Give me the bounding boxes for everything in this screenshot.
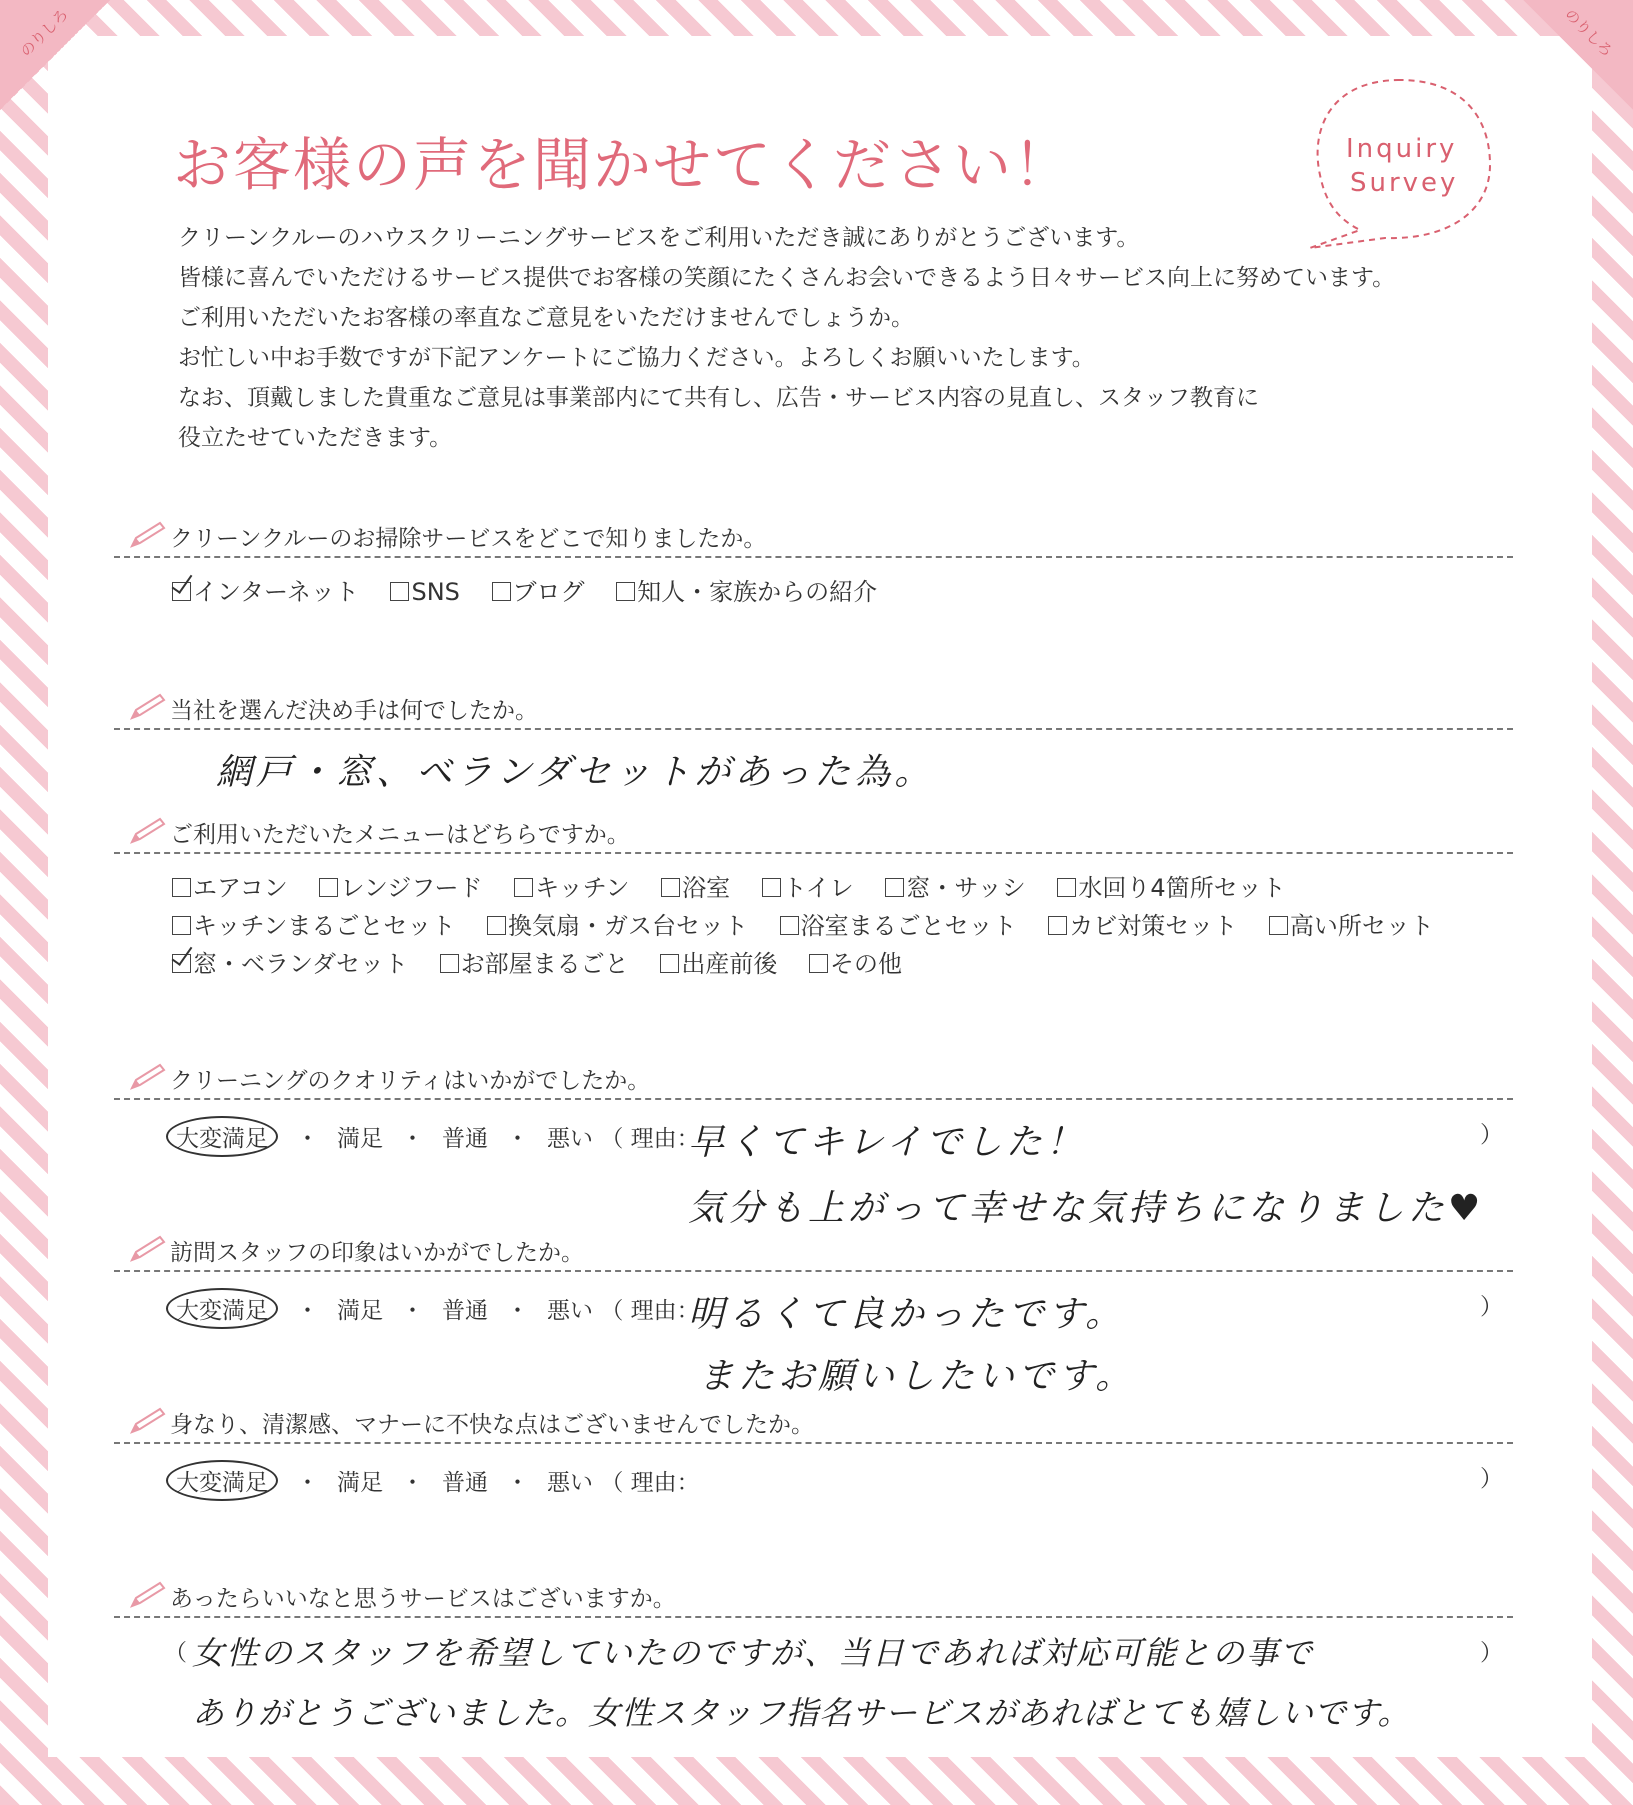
option-referral[interactable]: 知人・家族からの紹介: [616, 572, 877, 607]
rating-bad[interactable]: 悪い: [547, 1298, 593, 1324]
option-fan-gas-set[interactable]: 換気扇・ガス台セット: [487, 906, 748, 941]
question-text: クリーンクルーのお掃除サービスをどこで知りましたか。: [170, 526, 767, 552]
pencil-icon: [128, 1234, 168, 1264]
intro-line: 皆様に喜んでいただけるサービス提供でお客様の笑顔にたくさんお会いできるよう日々サービス向上に努めています。: [178, 265, 1396, 291]
option-toilet[interactable]: トイレ: [762, 868, 854, 903]
checkbox[interactable]: [1057, 878, 1076, 897]
dashed-divider: [114, 556, 1513, 558]
dashed-divider: [114, 1098, 1513, 1100]
reason-label: （ 理由：: [600, 1470, 700, 1496]
rating-satisfied[interactable]: 満足: [337, 1126, 383, 1152]
menu-options-row-2: [172, 906, 1458, 941]
checkbox[interactable]: [1269, 916, 1288, 935]
checkbox[interactable]: [440, 954, 459, 973]
corner-label-left: のりしろ: [16, 5, 72, 61]
checkbox[interactable]: [319, 878, 338, 897]
rating-very-satisfied[interactable]: 大変満足: [166, 1116, 278, 1157]
checkbox[interactable]: [514, 878, 533, 897]
question-deciding-factor: [128, 690, 1513, 793]
corner-label-right: のりしろ: [1561, 5, 1617, 61]
question-wanted-service: [128, 1578, 1513, 1732]
option-range-hood[interactable]: レンジフード: [319, 868, 482, 903]
intro-line: クリーンクルーのハウスクリーニングサービスをご利用いただき誠にありがとうございます。: [178, 225, 1140, 251]
reason-label: （ 理由：: [600, 1126, 700, 1152]
checkbox[interactable]: [661, 878, 680, 897]
question-quality: [128, 1060, 1513, 1229]
rating-neutral[interactable]: 普通: [442, 1126, 488, 1152]
rating-satisfied[interactable]: 満足: [337, 1298, 383, 1324]
question-text: ご利用いただいたメニューはどちらですか。: [170, 822, 630, 848]
intro-text: [178, 218, 1395, 458]
dashed-divider: [114, 1442, 1513, 1444]
option-kitchen-set[interactable]: キッチンまるごとセット: [172, 906, 455, 941]
question-text: あったらいいなと思うサービスはございますか。: [170, 1586, 676, 1612]
option-internet[interactable]: インターネット: [172, 572, 359, 607]
intro-line: お忙しい中お手数ですが下記アンケートにご協力ください。よろしくお願いいたします。: [178, 345, 1095, 371]
pencil-icon: [128, 1580, 168, 1610]
reason-label: （ 理由：: [600, 1298, 700, 1324]
handwritten-answer-line-2: またお願いしたいです。: [698, 1356, 1136, 1397]
rating-very-satisfied[interactable]: 大変満足: [166, 1288, 278, 1329]
handwritten-answer-line-2: ありがとうございました。女性スタッフ指名サービスがあればとても嬉しいです。: [192, 1694, 1411, 1732]
option-bathroom[interactable]: 浴室: [661, 868, 730, 903]
handwritten-answer-line-1: 早くてキレイでした！: [688, 1122, 1086, 1163]
checkbox[interactable]: [390, 582, 409, 601]
checkbox-checked[interactable]: [172, 582, 191, 601]
dashed-divider: [114, 852, 1513, 854]
handwritten-answer-line-1: 女性のスタッフを希望していたのですが、当日であれば対応可能との事で: [192, 1634, 1315, 1672]
checkbox[interactable]: [885, 878, 904, 897]
intro-line: 役立たせていただきます。: [178, 425, 453, 451]
option-mold-set[interactable]: カビ対策セット: [1048, 906, 1237, 941]
close-paren: ）: [1480, 1122, 1503, 1148]
option-kitchen[interactable]: キッチン: [514, 868, 629, 903]
handwritten-answer: 網戸・窓、ベランダセットがあった為。: [216, 752, 935, 793]
dashed-divider: [114, 1270, 1513, 1272]
corner-tab-right: [1523, 0, 1633, 110]
close-paren: ）: [1480, 1640, 1503, 1666]
option-window-sash[interactable]: 窓・サッシ: [885, 868, 1026, 903]
menu-options-row-3: [172, 944, 926, 979]
checkbox[interactable]: [780, 916, 799, 935]
question-source: [128, 518, 1513, 606]
rating-bad[interactable]: 悪い: [547, 1126, 593, 1152]
close-paren: ）: [1480, 1466, 1503, 1492]
badge-line-2: Survey: [1350, 168, 1459, 198]
corner-tab-left: [0, 0, 110, 110]
rating-scale: 大変満足 ・ 満足 ・ 普通 ・ 悪い （ 理由：: [166, 1460, 700, 1501]
rating-very-satisfied[interactable]: 大変満足: [166, 1460, 278, 1501]
checkbox[interactable]: [1048, 916, 1067, 935]
option-window-veranda-set[interactable]: 窓・ベランダセット: [172, 944, 408, 979]
option-whole-room[interactable]: お部屋まるごと: [440, 944, 629, 979]
pencil-icon: [128, 1406, 168, 1436]
handwritten-answer-line-1: 明るくて良かったです。: [688, 1294, 1126, 1335]
open-paren: （: [164, 1640, 187, 1666]
page-title: お客様の声を聞かせてください！: [173, 131, 1074, 199]
pencil-icon: [128, 1062, 168, 1092]
handwritten-answer-line-2: 気分も上がって幸せな気持ちになりました♥: [688, 1188, 1485, 1229]
option-maternity[interactable]: 出産前後: [660, 944, 777, 979]
question-text: クリーニングのクオリティはいかがでしたか。: [170, 1068, 651, 1094]
checkbox[interactable]: [172, 878, 191, 897]
rating-scale: 大変満足 ・ 満足 ・ 普通 ・ 悪い （ 理由：: [166, 1288, 700, 1329]
dashed-divider: [114, 728, 1513, 730]
dashed-divider: [114, 1616, 1513, 1618]
question-text: 当社を選んだ決め手は何でしたか。: [170, 698, 538, 724]
checkbox-checked[interactable]: [172, 954, 191, 973]
rating-bad[interactable]: 悪い: [547, 1470, 593, 1496]
checkbox[interactable]: [809, 954, 828, 973]
pencil-icon: [128, 692, 168, 722]
question-manners: [128, 1404, 1513, 1496]
rating-neutral[interactable]: 普通: [442, 1470, 488, 1496]
rating-satisfied[interactable]: 満足: [337, 1470, 383, 1496]
option-aircon[interactable]: エアコン: [172, 868, 288, 903]
option-sns[interactable]: SNS: [390, 578, 459, 606]
checkbox[interactable]: [762, 878, 781, 897]
question-staff-impression: [128, 1232, 1513, 1397]
close-paren: ）: [1480, 1294, 1503, 1320]
pencil-icon: [128, 816, 168, 846]
checkbox[interactable]: [660, 954, 679, 973]
option-blog[interactable]: ブログ: [492, 572, 585, 607]
rating-neutral[interactable]: 普通: [442, 1298, 488, 1324]
intro-line: なお、頂戴しました貴重なご意見は事業部内にて共有し、広告・サービス内容の見直し、スタッフ教育に: [178, 385, 1259, 411]
option-water-set[interactable]: 水回り4箇所セット: [1057, 868, 1285, 903]
source-options: [172, 572, 901, 607]
intro-line: ご利用いただいたお客様の率直なご意見をいただけませんでしょうか。: [178, 305, 914, 331]
question-text: 訪問スタッフの印象はいかがでしたか。: [170, 1240, 584, 1266]
rating-scale: 大変満足 ・ 満足 ・ 普通 ・ 悪い （ 理由：: [166, 1116, 700, 1157]
checkbox[interactable]: [616, 582, 635, 601]
badge-line-1: Inquiry: [1346, 134, 1458, 164]
checkbox[interactable]: [487, 916, 506, 935]
question-menu: [128, 814, 1513, 978]
checkbox[interactable]: [172, 916, 191, 935]
option-other[interactable]: その他: [809, 944, 902, 979]
question-text: 身なり、清潔感、マナーに不快な点はございませんでしたか。: [170, 1412, 814, 1438]
option-bath-set[interactable]: 浴室まるごとセット: [780, 906, 1017, 941]
pencil-icon: [128, 520, 168, 550]
option-high-places-set[interactable]: 高い所セット: [1269, 906, 1434, 941]
checkbox[interactable]: [492, 582, 511, 601]
menu-options-row-1: [172, 868, 1310, 903]
